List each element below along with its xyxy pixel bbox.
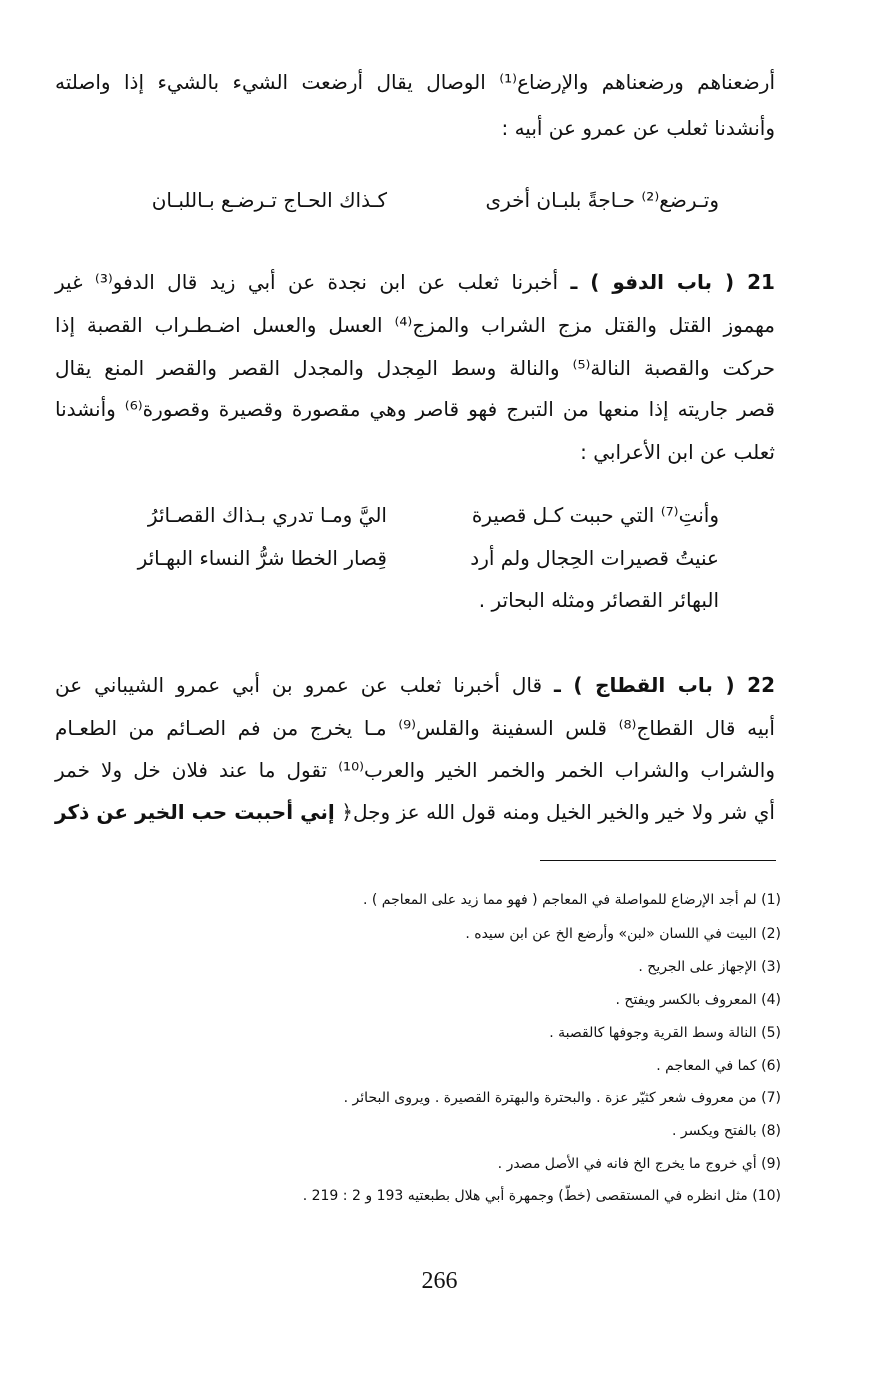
verse-gloss: البهائر القصائر ومثله البحاتر . (478, 588, 719, 612)
section-21-line: قصر جاريته إذا منعها من التبرج فهو قاصر وهي مقصورة وقصيرة وقصورة⁽⁶⁾ وأنشدنا (55, 397, 775, 421)
section-21-line: ثعلب عن ابن الأعرابي : (580, 440, 775, 464)
section-22-text: أي شر ولا خير والخير الخيل ومنه قول الله عز وجل﴿ (341, 800, 775, 824)
footnote: (4) المعروف بالكسر ويفتح . (615, 992, 781, 1008)
section-22-heading: 22 ( باب القطاج ) ـ (553, 673, 776, 697)
verse-hemistich-left: اليَّ ومـا تدري بـذاك القصـائرُ (147, 503, 387, 527)
footnote-separator (540, 860, 776, 861)
section-22-text: قال أخبرنا ثعلب عن عمرو بن أبي عمرو الشيباني عن (55, 673, 543, 697)
verse-hemistich-right: وأنتِ⁽⁷⁾ التي حببت كـل قصيرة (471, 503, 719, 527)
verse-hemistich-left: كـذاك الحـاج تـرضـع بـاللبـان (151, 188, 387, 212)
verse-hemistich-right: وتـرضع⁽²⁾ حـاجةً بلبـان أخرى (485, 188, 719, 212)
quran-quote: إني أحببت حب الخير عن ذكر (55, 800, 335, 824)
footnote: (2) البيت في اللسان «لبن» وأرضع الخ عن ابن سيده . (465, 926, 781, 942)
section-22-line: والشراب والشراب الخمر والخمر الخير والعرب⁽¹⁰⁾ تقول ما عند فلان خل ولا خمر (55, 758, 775, 782)
verse-hemistich-left: قِصار الخطا شرُّ النساء البهـائر (137, 546, 387, 570)
section-22-line (55, 802, 775, 822)
footnote: (6) كما في المعاجم . (656, 1058, 781, 1074)
section-21-heading: 21 ( باب الدفو ) ـ (570, 270, 775, 294)
page-number: 266 (421, 1268, 458, 1294)
paragraph-line: أرضعناهم ورضعناهم والإرضاع⁽¹⁾ الوصال يقال أرضعت الشيء بالشيء إذا واصلته (55, 70, 775, 94)
section-21-line: مهموز القتل والقتل مزج الشراب والمزج⁽⁴⁾ العسل والعسل اضـطـراب القصبة إذا (55, 313, 775, 337)
section-22-line: أبيه قال القطاج⁽⁸⁾ قلس السفينة والقلس⁽⁹⁾ مـا يخرج من فم الصـائم من الطعـام (55, 716, 775, 740)
footnote: (8) بالفتح ويكسر . (671, 1123, 781, 1139)
footnote: (9) أي خروج ما يخرج الخ فانه في الأصل مصدر . (497, 1156, 781, 1172)
verse-hemistich-right: عنيتُ قصيرات الحِجال ولم أرد (470, 546, 719, 570)
paragraph-line: وأنشدنا ثعلب عن عمرو عن أبيه : (501, 116, 775, 140)
section-21-text: أخبرنا ثعلب عن ابن نجدة عن أبي زيد قال الدفو⁽³⁾ غير (55, 270, 559, 294)
section-21-line: حركت والقصبة النالة⁽⁵⁾ والنالة وسط المِجدل والمجدل القصر والقصر المنع يقال (55, 356, 775, 380)
footnote: (10) مثل انظره في المستقصى (خطّ) وجمهرة أبي هلال بطبعتيه 193 و 2 : 219 . (302, 1188, 781, 1204)
section-22-line (55, 675, 775, 695)
footnote: (5) النالة وسط القرية وجوفها كالقصبة . (549, 1025, 781, 1041)
footnote: (3) الإجهاز على الجريح . (638, 959, 781, 975)
footnote: (7) من معروف شعر كثيّر عزة . والبحترة والبهترة القصيرة . ويروى البحائر . (343, 1090, 781, 1106)
section-21-line (55, 272, 775, 292)
footnote: (1) لم أجد الإرضاع للمواصلة في المعاجم ( فهو مما زيد على المعاجم ) . (362, 892, 781, 908)
